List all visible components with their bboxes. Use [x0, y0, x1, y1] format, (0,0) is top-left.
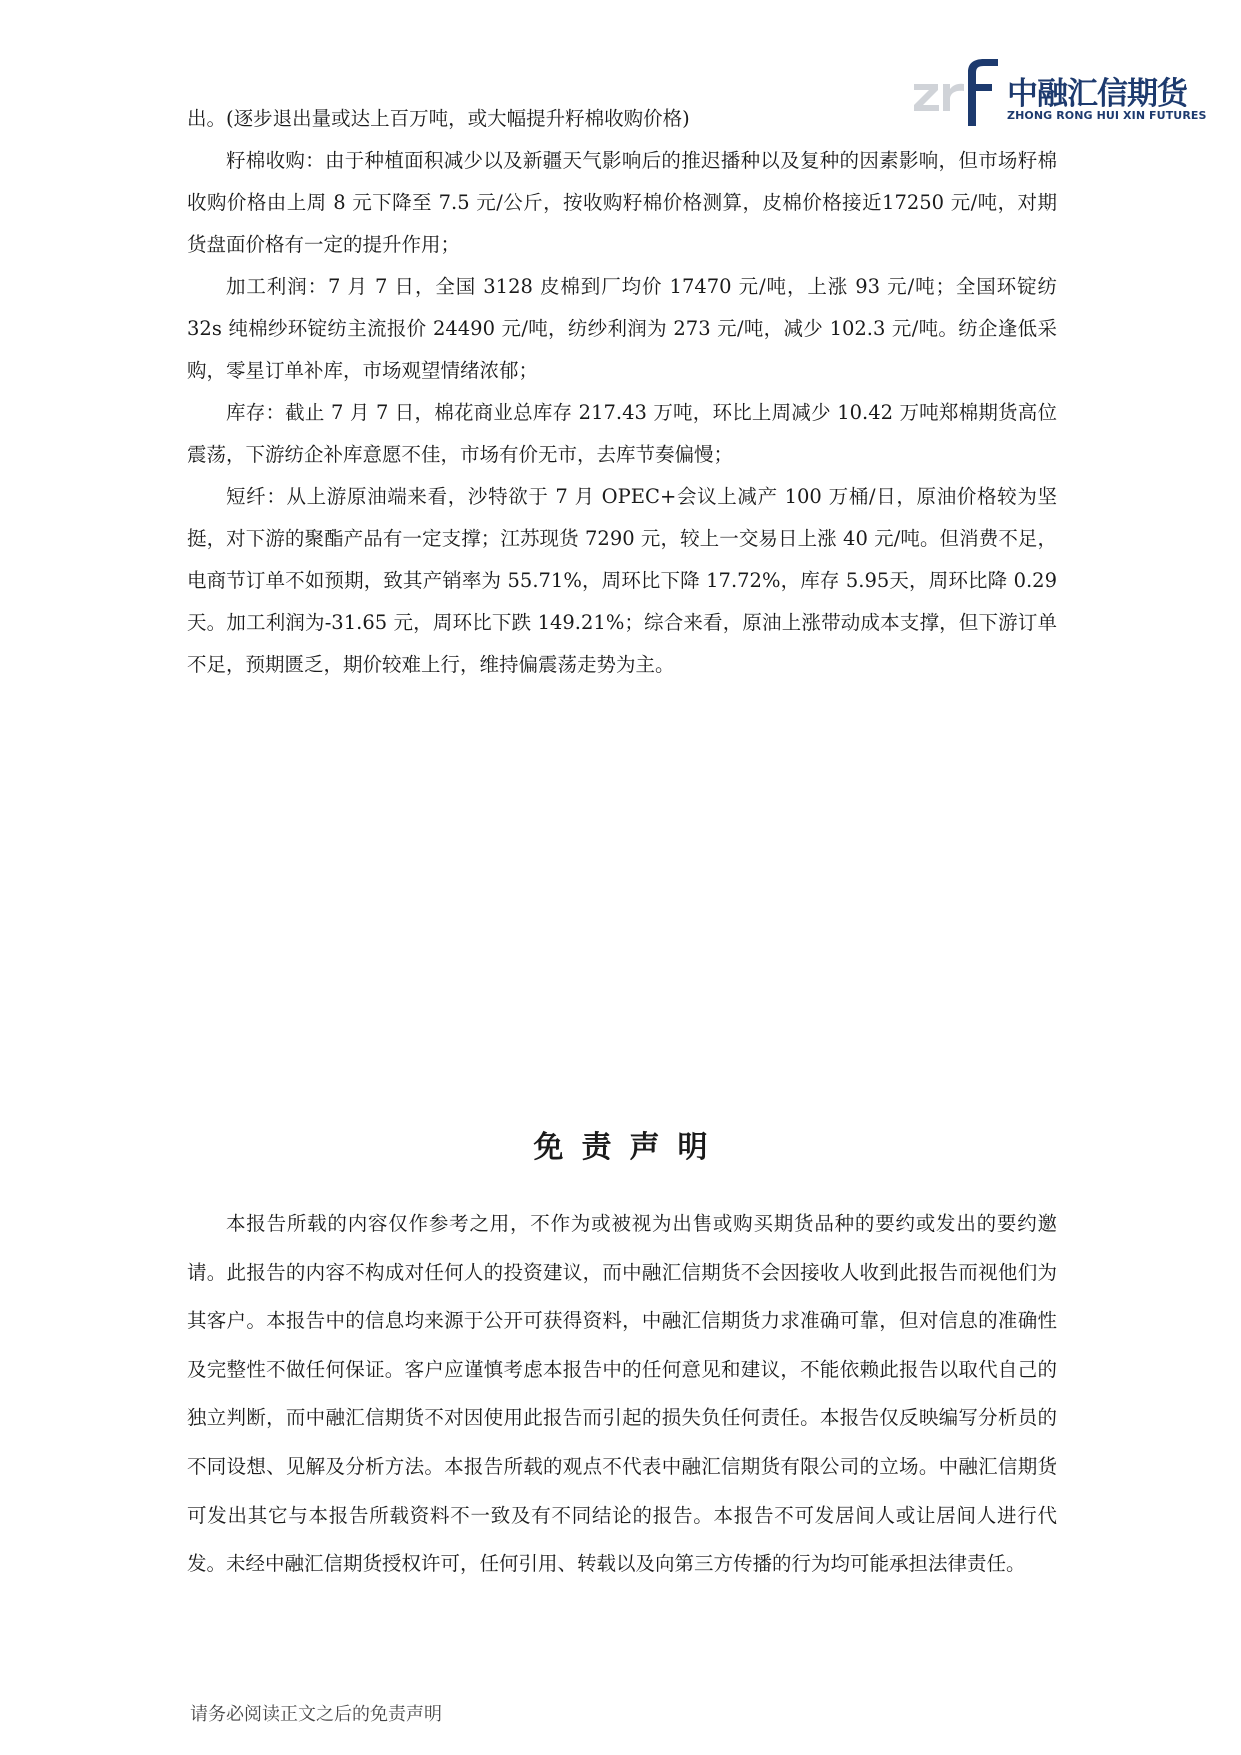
- analysis-staple-fiber: 短纤：从上游原油端来看，沙特欲于 7 月 OPEC+会议上减产 100 万桶/日，原油价格较为坚挺，对下游的聚酯产品有一定支撑；江苏现货 7290 元，较上一交易日上涨 40 元/吨。但消费不足，电商节订单不如预期，致其产销率为 55.71%，周环比下降 17.72%，库存 5.95天，周环比降 0.29 天。加工利润为-31.65 元，周环比下跌 149.21%；综合来看，原油上涨带动成本支撑，但下游订单不足，预期匮乏，期价较难上行，维持偏震荡走势为主。: [187, 485, 1057, 676]
- market-analysis: [187, 98, 1057, 686]
- disclaimer-title: 免责声明: [533, 1130, 726, 1165]
- analysis-processing-profit: 加工利润：7 月 7 日，全国 3128 皮棉到厂均价 17470 元/吨，上涨 93 元/吨；全国环锭纺 32s 纯棉纱环锭纺主流报价 24490 元/吨，纺纱利润为 273 元/吨，减少 102.3 元/吨。纺企逢低采购，零星订单补库，市场观望情绪浓郁；: [187, 275, 1057, 382]
- analysis-continuation: 出。(逐步退出量或达上百万吨，或大幅提升籽棉收购价格): [187, 107, 690, 130]
- svg-text:zrf: zrf: [912, 58, 914, 59]
- logo-english-name: ZHONG RONG HUI XIN FUTURES: [1007, 109, 1207, 122]
- analysis-inventory: 库存：截止 7 月 7 日，棉花商业总库存 217.43 万吨，环比上周减少 10.42 万吨郑棉期货高位震荡，下游纺企补库意愿不佳，市场有价无市，去库节奏偏慢；: [187, 401, 1057, 466]
- logo-chinese-name: 中融汇信期货: [1007, 76, 1187, 112]
- disclaimer-section: [187, 1200, 1057, 1589]
- analysis-seed-cotton-purchase: 籽棉收购：由于种植面积减少以及新疆天气影响后的推迟播种以及复种的因素影响，但市场籽棉收购价格由上周 8 元下降至 7.5 元/公斤，按收购籽棉价格测算，皮棉价格接近17250 元/吨，对期货盘面价格有一定的提升作用；: [187, 149, 1057, 256]
- footer-note: 请务必阅读正文之后的免责声明: [190, 1704, 442, 1725]
- disclaimer-text: 本报告所载的内容仅作参考之用，不作为或被视为出售或购买期货品种的要约或发出的要约邀请。此报告的内容不构成对任何人的投资建议，而中融汇信期货不会因接收人收到此报告而视他们为其客户。本报告中的信息均来源于公开可获得资料，中融汇信期货力求准确可靠，但对信息的准确性及完整性不做任何保证。客户应谨慎考虑本报告中的任何意见和建议，不能依赖此报告以取代自己的独立判断，而中融汇信期货不对因使用此报告而引起的损失负任何责任。本报告仅反映编写分析员的不同设想、见解及分析方法。本报告所载的观点不代表中融汇信期货有限公司的立场。中融汇信期货可发出其它与本报告所载资料不一致及有不同结论的报告。本报告不可发居间人或让居间人进行代发。未经中融汇信期货授权许可，任何引用、转载以及向第三方传播的行为均可能承担法律责任。: [187, 1212, 1057, 1576]
